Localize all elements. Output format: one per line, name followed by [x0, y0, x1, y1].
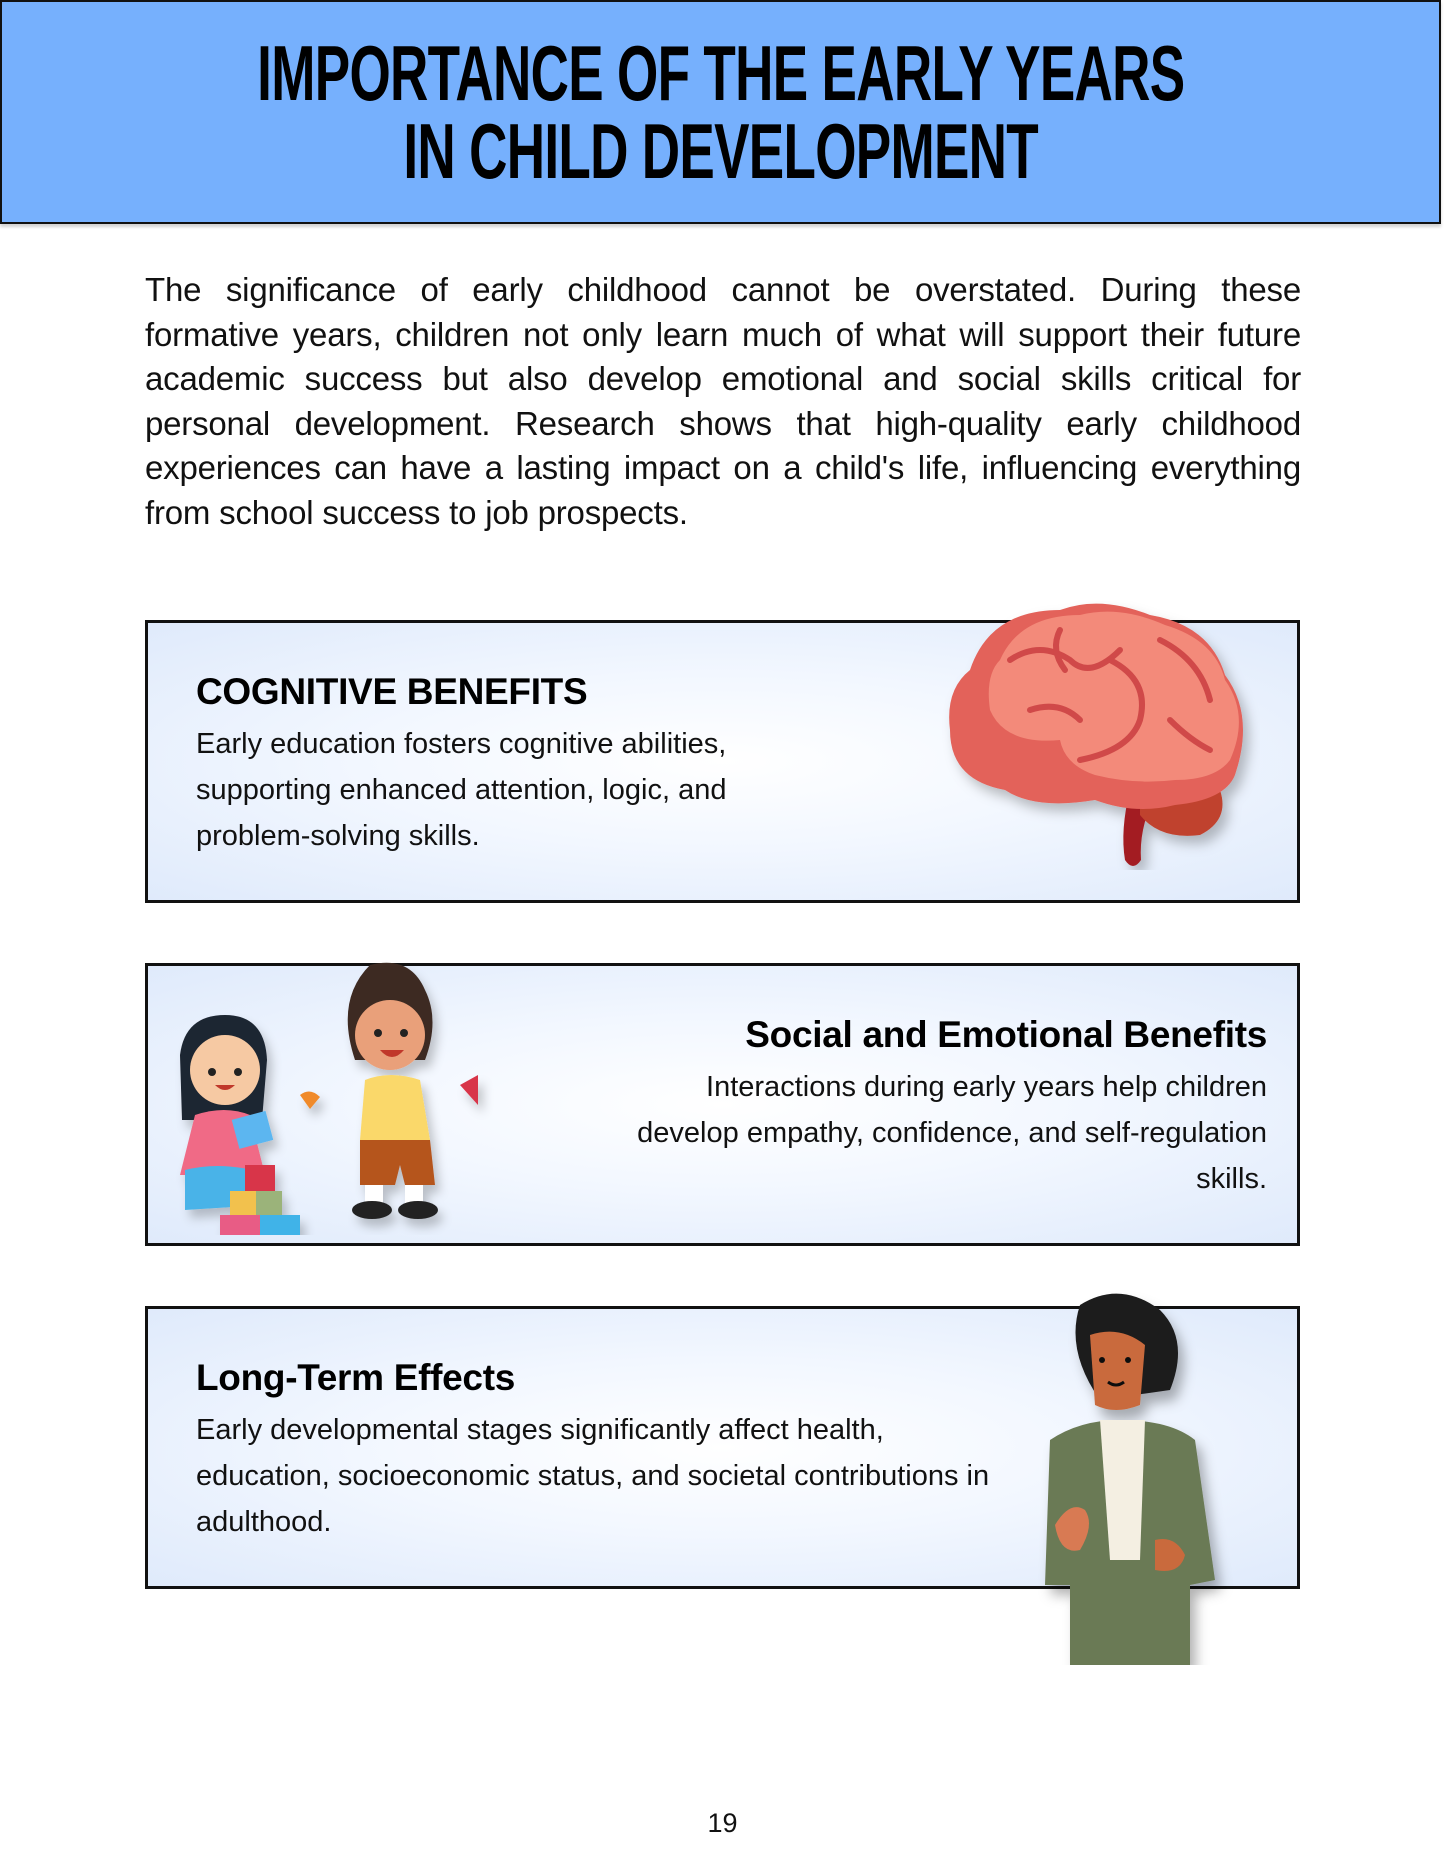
brain-illustration	[930, 600, 1260, 870]
adult-person-illustration	[1030, 1285, 1240, 1665]
intro-paragraph: The significance of early childhood cannot be overstated. During these formative years, children not only learn much of what will support their future academic success but also develop emotional and social skills critical for personal development. Research shows that high-quality early childhood experiences can have a lasting impact on a child's life, influencing everything from school success to job prospects.	[145, 271, 1301, 531]
page-header	[0, 0, 1441, 224]
card-title: COGNITIVE BENEFITS	[196, 671, 588, 712]
children-playing-blocks-illustration	[160, 955, 550, 1235]
card-body: Early education fosters cognitive abilities, supporting enhanced attention, logic, and problem-solving skills.	[196, 728, 727, 852]
card-text	[196, 671, 836, 859]
card-text	[196, 1357, 996, 1545]
card-text	[627, 1014, 1267, 1202]
card-title: Long-Term Effects	[196, 1357, 516, 1398]
page-title-line-2: IN CHILD DEVELOPMENT	[403, 107, 1038, 195]
page-title-line-1: IMPORTANCE OF THE EARLY YEARS	[256, 29, 1185, 117]
card-title: Social and Emotional Benefits	[745, 1014, 1267, 1055]
page-number: 19	[707, 1808, 738, 1838]
card-body: Early developmental stages significantly affect health, education, socioeconomic status, and societal contributions in adulthood.	[196, 1414, 990, 1538]
card-body: Interactions during early years help children develop empathy, confidence, and self-regulation skills.	[637, 1071, 1267, 1195]
